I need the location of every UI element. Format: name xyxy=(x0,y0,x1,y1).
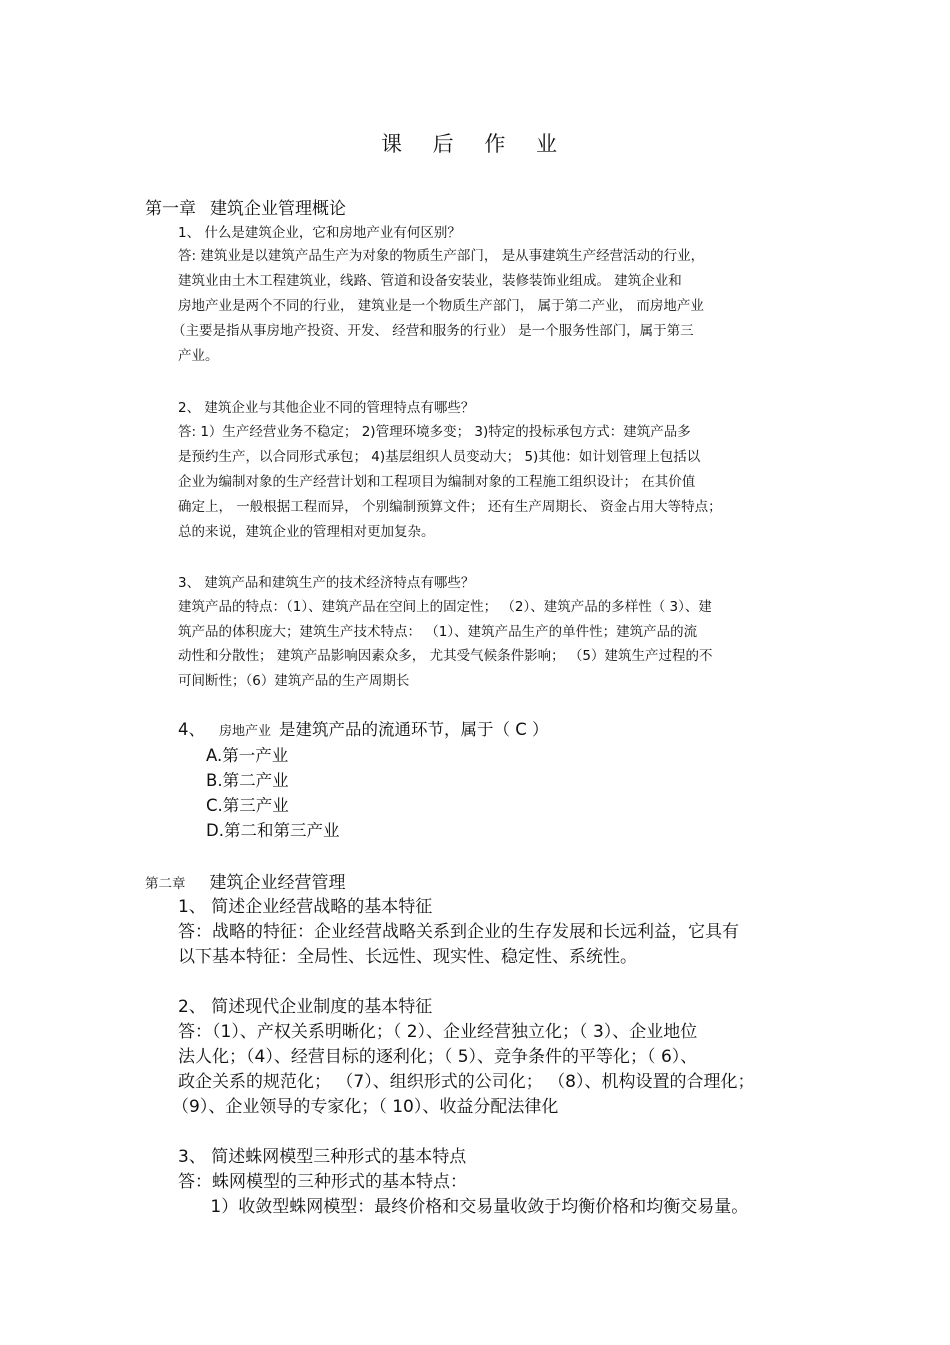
page-title: 课 后 作 业 xyxy=(380,132,570,156)
ch2-answer-3-line: 答：蛛网模型的三种形式的基本特点： xyxy=(178,1172,467,1192)
chapter-2-number: 第二章 xyxy=(145,876,186,892)
ch1-answer-1-line: 答: 建筑业是以建筑产品生产为对象的物质生产部门， 是从事建筑生产经营活动的行业， xyxy=(178,248,705,264)
option-b: B.第二产业 xyxy=(206,771,289,790)
option-d: D.第二和第三产业 xyxy=(206,821,340,840)
option-a: A.第一产业 xyxy=(206,746,289,765)
chapter-1-number: 第一章 xyxy=(145,199,196,219)
ch2-question-3: 3、 简述蛛网模型三种形式的基本特点 xyxy=(178,1147,467,1167)
ch2-answer-2-line: 答：（1）、产权关系明晰化；（ 2）、企业经营独立化；（ 3）、企业地位 xyxy=(178,1022,698,1042)
ch1-answer-2-line: 总的来说，建筑企业的管理相对更加复杂。 xyxy=(178,524,435,540)
ch1-answer-2-line: 确定上， 一般根据工程而异， 个别编制预算文件； 还有生产周期长、 资金占用大等特点； xyxy=(178,499,722,515)
ch2-answer-2-line: 法人化；（4）、经营目标的逐利化；（ 5）、竞争条件的平等化；（ 6）、 xyxy=(178,1047,698,1067)
ch1-answer-1-line: 产业。 xyxy=(178,348,219,364)
ch2-question-1: 1、 简述企业经营战略的基本特征 xyxy=(178,897,433,917)
ch2-answer-2-line: 政企关系的规范化； （7）、组织形式的公司化； （8）、机构设置的合理化； xyxy=(178,1072,755,1092)
ch1-question-2: 2、 建筑企业与其他企业不同的管理特点有哪些？ xyxy=(178,400,475,416)
ch2-answer-2-line: （9）、企业领导的专家化；（ 10）、收益分配法律化 xyxy=(172,1097,559,1117)
ch1-answer-2-line: 答: 1）生产经营业务不稳定； 2)管理环境多变； 3)特定的投标承包方式：建筑产品多 xyxy=(178,424,691,440)
ch1-answer-1-line: 房地产业是两个不同的行业， 建筑业是一个物质生产部门， 属于第二产业， 而房地产业 xyxy=(178,298,704,314)
ch1-answer-2-line: 是预约生产，以合同形式承包； 4)基层组织人员变动大； 5)其他：如计划管理上包括以 xyxy=(178,449,701,465)
chapter-2-title: 建筑企业经营管理 xyxy=(209,873,346,893)
chapter-1-title: 建筑企业管理概论 xyxy=(210,199,346,219)
ch2-answer-1-line: 答：战略的特征：企业经营战略关系到企业的生存发展和长远利益，它具有 xyxy=(178,922,739,942)
ch1-answer-3-line: 动性和分散性； 建筑产品影响因素众多， 尤其受气候条件影响； （5）建筑生产过程的不 xyxy=(178,648,713,664)
chapter-1-heading xyxy=(145,194,346,219)
chapter-2-heading xyxy=(145,868,346,893)
ch1-question-3: 3、 建筑产品和建筑生产的技术经济特点有哪些？ xyxy=(178,575,475,591)
ch2-answer-3-line: 1）收敛型蛛网模型：最终价格和交易量收敛于均衡价格和均衡交易量。 xyxy=(178,1197,749,1217)
ch1-answer-1-line: 建筑业由土木工程建筑业，线路、管道和设备安装业，装修装饰业组成。 建筑企业和 xyxy=(178,273,682,289)
question-4-number: 4、 xyxy=(178,720,205,739)
ch1-answer-3-line: 可间断性；（6）建筑产品的生产周期长 xyxy=(178,673,410,689)
ch1-answer-1-line: （主要是指从事房地产投资、开发、 经营和服务的行业） 是一个服务性部门，属于第三 xyxy=(172,323,694,339)
ch1-question-4 xyxy=(178,716,549,740)
ch2-question-2: 2、 简述现代企业制度的基本特征 xyxy=(178,997,433,1017)
question-4-text: 是建筑产品的流通环节，属于（ C ） xyxy=(279,720,549,739)
option-c: C.第三产业 xyxy=(206,796,289,815)
ch2-answer-1-line: 以下基本特征：全局性、长远性、现实性、稳定性、系统性。 xyxy=(178,947,637,967)
ch1-answer-3-line: 筑产品的体积庞大；建筑生产技术特点： （1）、建筑产品生产的单件性；建筑产品的流 xyxy=(178,624,698,640)
question-4-term: 房地产业 xyxy=(219,724,272,739)
ch1-answer-3-line: 建筑产品的特点：（1）、建筑产品在空间上的固定性； （2）、建筑产品的多样性（ 3）、建 xyxy=(178,599,712,615)
ch1-question-1: 1、 什么是建筑企业，它和房地产业有何区别？ xyxy=(178,225,461,241)
ch1-answer-2-line: 企业为编制对象的生产经营计划和工程项目为编制对象的工程施工组织设计； 在其价值 xyxy=(178,474,696,490)
